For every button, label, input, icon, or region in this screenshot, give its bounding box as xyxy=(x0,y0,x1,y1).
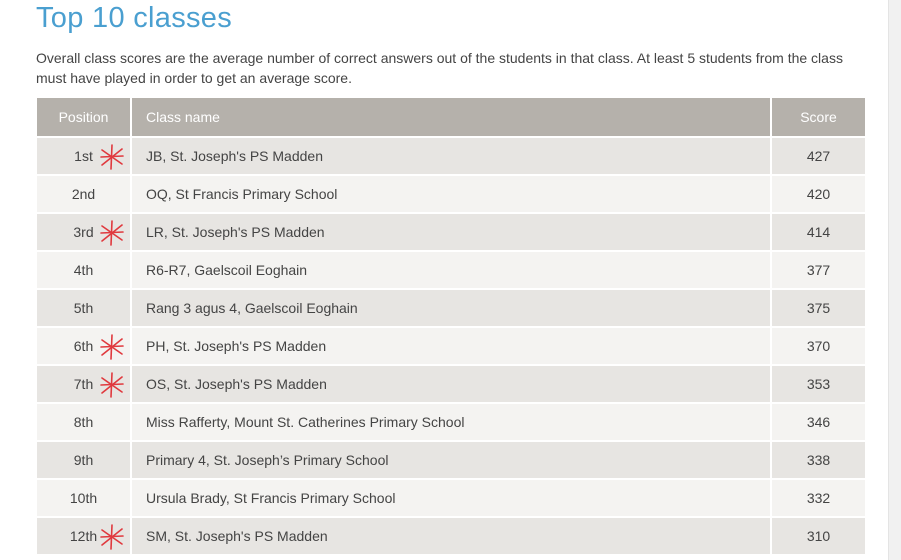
row-position: 3rd xyxy=(73,224,94,240)
red-asterisk-annotation-icon xyxy=(98,143,126,171)
row-position-cell xyxy=(37,479,131,517)
red-asterisk-annotation-icon xyxy=(98,219,126,247)
red-asterisk-annotation-icon xyxy=(98,371,126,399)
row-position: 9th xyxy=(73,452,94,468)
table-row xyxy=(37,327,865,365)
red-asterisk-annotation-icon xyxy=(98,333,126,361)
row-score: 414 xyxy=(771,213,865,251)
table-row xyxy=(37,137,865,175)
row-position: 1st xyxy=(74,148,93,164)
row-position-cell xyxy=(37,517,131,555)
row-position: 6th xyxy=(73,338,94,354)
row-score: 346 xyxy=(771,403,865,441)
row-class-name: SM, St. Joseph's PS Madden xyxy=(131,517,771,555)
row-score: 338 xyxy=(771,441,865,479)
row-score: 377 xyxy=(771,251,865,289)
table-row xyxy=(37,213,865,251)
row-class-name: Miss Rafferty, Mount St. Catherines Primary School xyxy=(131,403,771,441)
row-position-cell xyxy=(37,403,131,441)
intro-text: Overall class scores are the average number of correct answers out of the students in that class. At least 5 students from the class must have played in order to get an average score. xyxy=(36,50,843,86)
table-header-row xyxy=(37,98,865,137)
table-row xyxy=(37,175,865,213)
row-position-cell xyxy=(37,251,131,289)
row-position-cell xyxy=(37,289,131,327)
row-score: 310 xyxy=(771,517,865,555)
row-class-name: OS, St. Joseph's PS Madden xyxy=(131,365,771,403)
header-position: Position xyxy=(37,98,131,137)
row-score: 420 xyxy=(771,175,865,213)
row-score: 427 xyxy=(771,137,865,175)
row-position-cell xyxy=(37,137,131,175)
row-class-name: LR, St. Joseph's PS Madden xyxy=(131,213,771,251)
table-body xyxy=(37,137,865,555)
red-asterisk-annotation-icon xyxy=(98,523,126,551)
table-row xyxy=(37,251,865,289)
top-classes-table xyxy=(37,98,865,556)
row-position-cell xyxy=(37,365,131,403)
row-class-name: PH, St. Joseph's PS Madden xyxy=(131,327,771,365)
table-row xyxy=(37,365,865,403)
row-position: 5th xyxy=(73,300,94,316)
row-class-name: R6-R7, Gaelscoil Eoghain xyxy=(131,251,771,289)
row-position: 2nd xyxy=(71,186,96,202)
row-score: 370 xyxy=(771,327,865,365)
row-class-name: JB, St. Joseph's PS Madden xyxy=(131,137,771,175)
row-position: 4th xyxy=(73,262,94,278)
table-row xyxy=(37,289,865,327)
header-class-name: Class name xyxy=(131,98,771,137)
row-position: 10th xyxy=(69,490,98,506)
row-score: 332 xyxy=(771,479,865,517)
row-position: 12th xyxy=(69,528,98,544)
row-score: 353 xyxy=(771,365,865,403)
row-class-name: OQ, St Francis Primary School xyxy=(131,175,771,213)
row-position-cell xyxy=(37,327,131,365)
row-position-cell xyxy=(37,175,131,213)
page-scroll-edge xyxy=(888,0,901,560)
row-class-name: Ursula Brady, St Francis Primary School xyxy=(131,479,771,517)
header-score: Score xyxy=(771,98,865,137)
table-row xyxy=(37,441,865,479)
row-class-name: Rang 3 agus 4, Gaelscoil Eoghain xyxy=(131,289,771,327)
row-position: 7th xyxy=(73,376,94,392)
page-title: Top 10 classes xyxy=(36,2,233,34)
row-position-cell xyxy=(37,213,131,251)
table-row xyxy=(37,403,865,441)
row-class-name: Primary 4, St. Joseph’s Primary School xyxy=(131,441,771,479)
table-row xyxy=(37,479,865,517)
row-position-cell xyxy=(37,441,131,479)
row-position: 8th xyxy=(73,414,94,430)
table-row xyxy=(37,517,865,555)
row-score: 375 xyxy=(771,289,865,327)
